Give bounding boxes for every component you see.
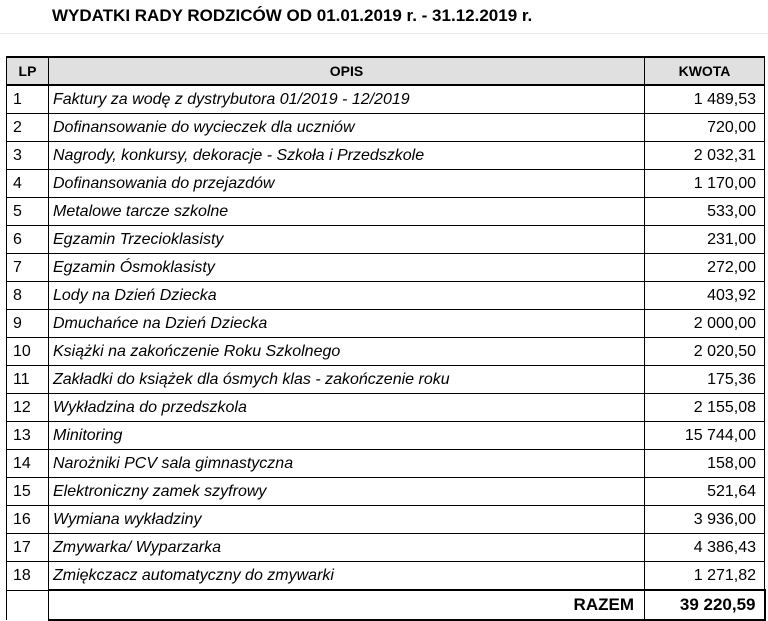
row-description: Zakładki do książek dla ósmych klas - zakończenie roku — [49, 366, 645, 394]
row-description: Dmuchańce na Dzień Dziecka — [49, 310, 645, 338]
row-amount: 1 170,00 — [645, 170, 765, 198]
table-row — [7, 310, 765, 338]
table-row — [7, 534, 765, 562]
table-row — [7, 506, 765, 534]
row-lp: 12 — [7, 394, 49, 422]
table-row — [7, 478, 765, 506]
total-row-lp-cell — [7, 590, 49, 620]
table-row — [7, 562, 765, 591]
total-row — [7, 590, 765, 620]
row-amount: 3 936,00 — [645, 506, 765, 534]
row-description: Zmiękczacz automatyczny do zmywarki — [49, 562, 645, 591]
row-description: Dofinansowanie do wycieczek dla uczniów — [49, 114, 645, 142]
row-lp: 6 — [7, 226, 49, 254]
row-lp: 7 — [7, 254, 49, 282]
row-description: Książki na zakończenie Roku Szkolnego — [49, 338, 645, 366]
table-row — [7, 338, 765, 366]
row-description: Narożniki PCV sala gimnastyczna — [49, 450, 645, 478]
table-row — [7, 198, 765, 226]
table-row — [7, 226, 765, 254]
row-amount: 2 000,00 — [645, 310, 765, 338]
table-row — [7, 366, 765, 394]
row-description: Nagrody, konkursy, dekoracje - Szkoła i Przedszkole — [49, 142, 645, 170]
table-row — [7, 170, 765, 198]
row-description: Elektroniczny zamek szyfrowy — [49, 478, 645, 506]
row-description: Minitoring — [49, 422, 645, 450]
row-lp: 17 — [7, 534, 49, 562]
row-amount: 1 489,53 — [645, 85, 765, 114]
page-title: WYDATKI RADY RODZICÓW OD 01.01.2019 r. - 31.12.2019 r. — [52, 6, 533, 25]
row-lp: 2 — [7, 114, 49, 142]
row-description: Dofinansowania do przejazdów — [49, 170, 645, 198]
row-description: Zmywarka/ Wyparzarka — [49, 534, 645, 562]
row-description: Wymiana wykładziny — [49, 506, 645, 534]
table-row — [7, 282, 765, 310]
sheet-gridline — [0, 33, 768, 34]
table-body — [7, 85, 765, 590]
table-row — [7, 114, 765, 142]
expenses-table — [6, 56, 766, 621]
row-lp: 14 — [7, 450, 49, 478]
table-row — [7, 450, 765, 478]
row-amount: 403,92 — [645, 282, 765, 310]
row-lp: 5 — [7, 198, 49, 226]
row-description: Faktury za wodę z dystrybutora 01/2019 - 12/2019 — [49, 85, 645, 114]
table-row — [7, 394, 765, 422]
row-lp: 4 — [7, 170, 49, 198]
table-row — [7, 142, 765, 170]
row-lp: 16 — [7, 506, 49, 534]
total-value: 39 220,59 — [645, 590, 765, 620]
row-amount: 15 744,00 — [645, 422, 765, 450]
row-lp: 18 — [7, 562, 49, 591]
table-header-row — [7, 57, 765, 85]
row-amount: 2 020,50 — [645, 338, 765, 366]
row-amount: 175,36 — [645, 366, 765, 394]
row-lp: 3 — [7, 142, 49, 170]
row-amount: 231,00 — [645, 226, 765, 254]
row-description: Egzamin Trzecioklasisty — [49, 226, 645, 254]
row-amount: 2 032,31 — [645, 142, 765, 170]
row-lp: 1 — [7, 85, 49, 114]
total-label: RAZEM — [49, 590, 645, 620]
row-description: Wykładzina do przedszkola — [49, 394, 645, 422]
row-lp: 11 — [7, 366, 49, 394]
table-row — [7, 254, 765, 282]
row-amount: 521,64 — [645, 478, 765, 506]
row-amount: 1 271,82 — [645, 562, 765, 591]
column-header-kwota: KWOTA — [645, 57, 765, 85]
row-description: Metalowe tarcze szkolne — [49, 198, 645, 226]
row-lp: 9 — [7, 310, 49, 338]
row-amount: 720,00 — [645, 114, 765, 142]
row-description: Lody na Dzień Dziecka — [49, 282, 645, 310]
table-row — [7, 422, 765, 450]
column-header-opis: OPIS — [49, 57, 645, 85]
table-row — [7, 85, 765, 114]
row-lp: 13 — [7, 422, 49, 450]
row-amount: 158,00 — [645, 450, 765, 478]
column-header-lp: LP — [7, 57, 49, 85]
row-lp: 8 — [7, 282, 49, 310]
row-description: Egzamin Ósmoklasisty — [49, 254, 645, 282]
row-amount: 272,00 — [645, 254, 765, 282]
row-lp: 15 — [7, 478, 49, 506]
row-amount: 4 386,43 — [645, 534, 765, 562]
row-amount: 533,00 — [645, 198, 765, 226]
row-lp: 10 — [7, 338, 49, 366]
row-amount: 2 155,08 — [645, 394, 765, 422]
